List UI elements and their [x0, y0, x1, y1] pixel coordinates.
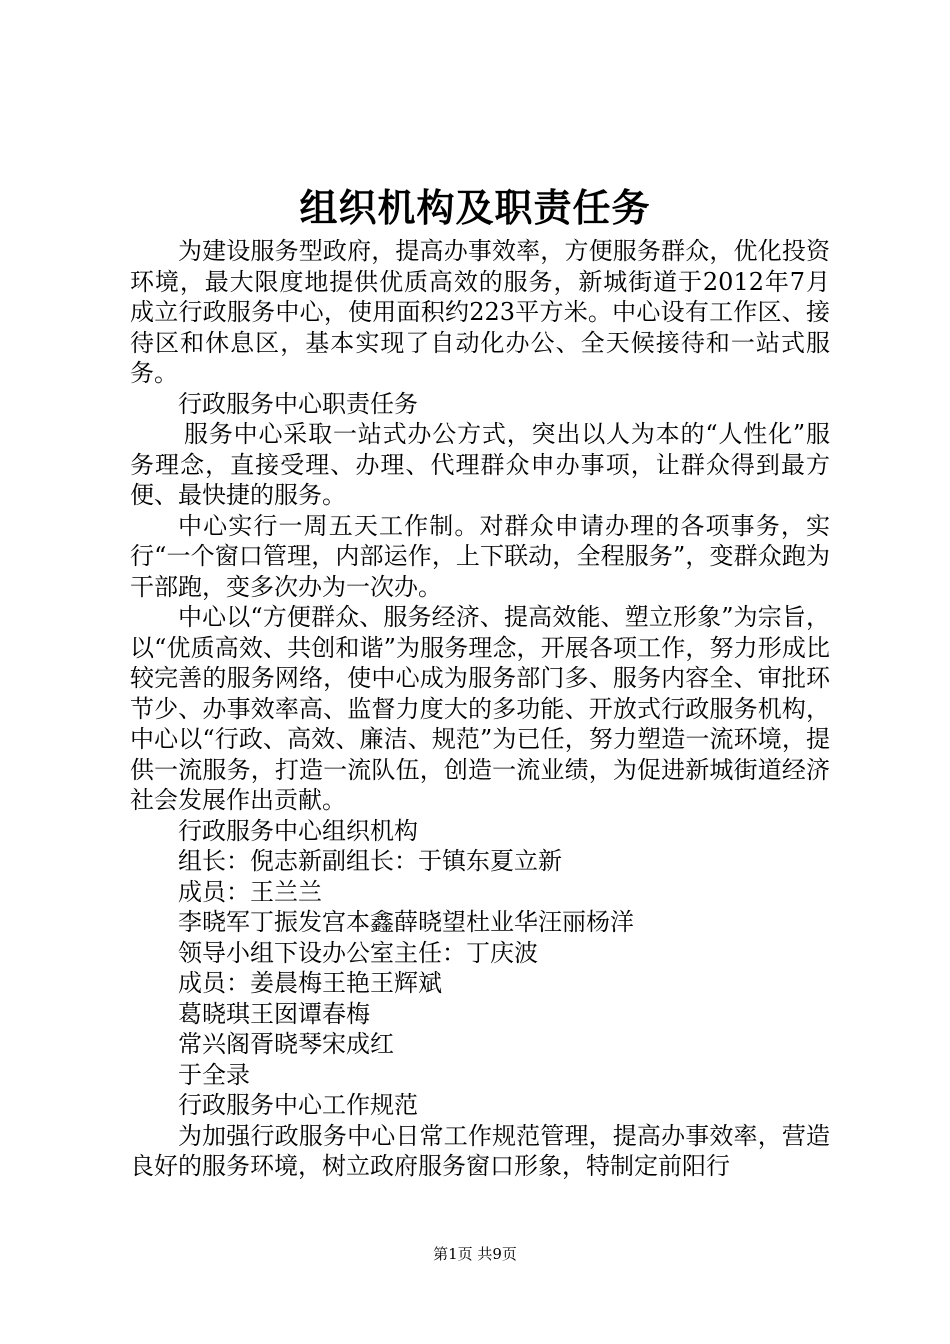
section-heading-work-standards: 行政服务中心工作规范	[178, 1091, 418, 1119]
org-line-office-director: 领导小组下设办公室主任：丁庆波	[178, 938, 538, 967]
section-heading-organization: 行政服务中心组织机构	[178, 816, 418, 845]
paragraph-intro: 为建设服务型政府，提高办事效率，方便服务群众，优化投资环境，最大限度地提供优质高效的服务，新城街道于2012年7月成立行政服务中心，使用面积约223平方米。中心设有工作区、接待区和休息区，基本实现了自动化办公、全天候接待和一站式服务。	[130, 237, 830, 387]
paragraph-mission: 中心以“方便群众、服务经济、提高效能、塑立形象”为宗旨，以“优质高效、共创和谐”为服务理念，开展各项工作，努力形成比较完善的服务网络，使中心成为服务部门多、服务内容全、审批环节少、办事效率高、监督力度大的多功能、开放式行政服务机构，中心以“行政、高效、廉洁、规范”为已任，努力塑造一流环境，提供一流服务，打造一流队伍，创造一流业绩，为促进新城街道经济社会发展作出贡献。	[130, 603, 830, 814]
org-line-office-members: 成员：姜晨梅王艳王辉斌	[178, 969, 442, 997]
paragraph-work-schedule: 中心实行一周五天工作制。对群众申请办理的各项事务，实行“一个窗口管理，内部运作，上下联动，全程服务”，变群众跑为干部跑，变多次办为一次办。	[130, 511, 830, 601]
org-line-members-list: 李晓军丁振发宫本鑫薛晓望杜业华汪丽杨洋	[178, 908, 634, 936]
paragraph-service-approach: 服务中心采取一站式办公方式，突出以人为本的“人性化”服务理念，直接受理、办理、代理群众申办事项，让群众得到最方便、最快捷的服务。	[130, 420, 830, 509]
paragraph-work-standards: 为加强行政服务中心日常工作规范管理，提高办事效率，营造良好的服务环境，树立政府服务窗口形象，特制定前阳行	[130, 1121, 830, 1180]
org-line-office-members-2: 葛晓琪王囡谭春梅	[178, 999, 370, 1028]
org-line-office-members-4: 于全录	[178, 1060, 250, 1089]
section-heading-duties: 行政服务中心职责任务	[178, 389, 418, 418]
org-line-office-members-3: 常兴阁胥晓琴宋成红	[178, 1030, 394, 1058]
document-title: 组织机构及职责任务	[299, 185, 651, 230]
org-line-leaders: 组长：倪志新副组长：于镇东夏立新	[178, 847, 562, 875]
org-line-members: 成员：王兰兰	[178, 877, 322, 906]
document-body	[130, 236, 830, 1182]
page-number: 第1页 共9页	[433, 1245, 517, 1263]
